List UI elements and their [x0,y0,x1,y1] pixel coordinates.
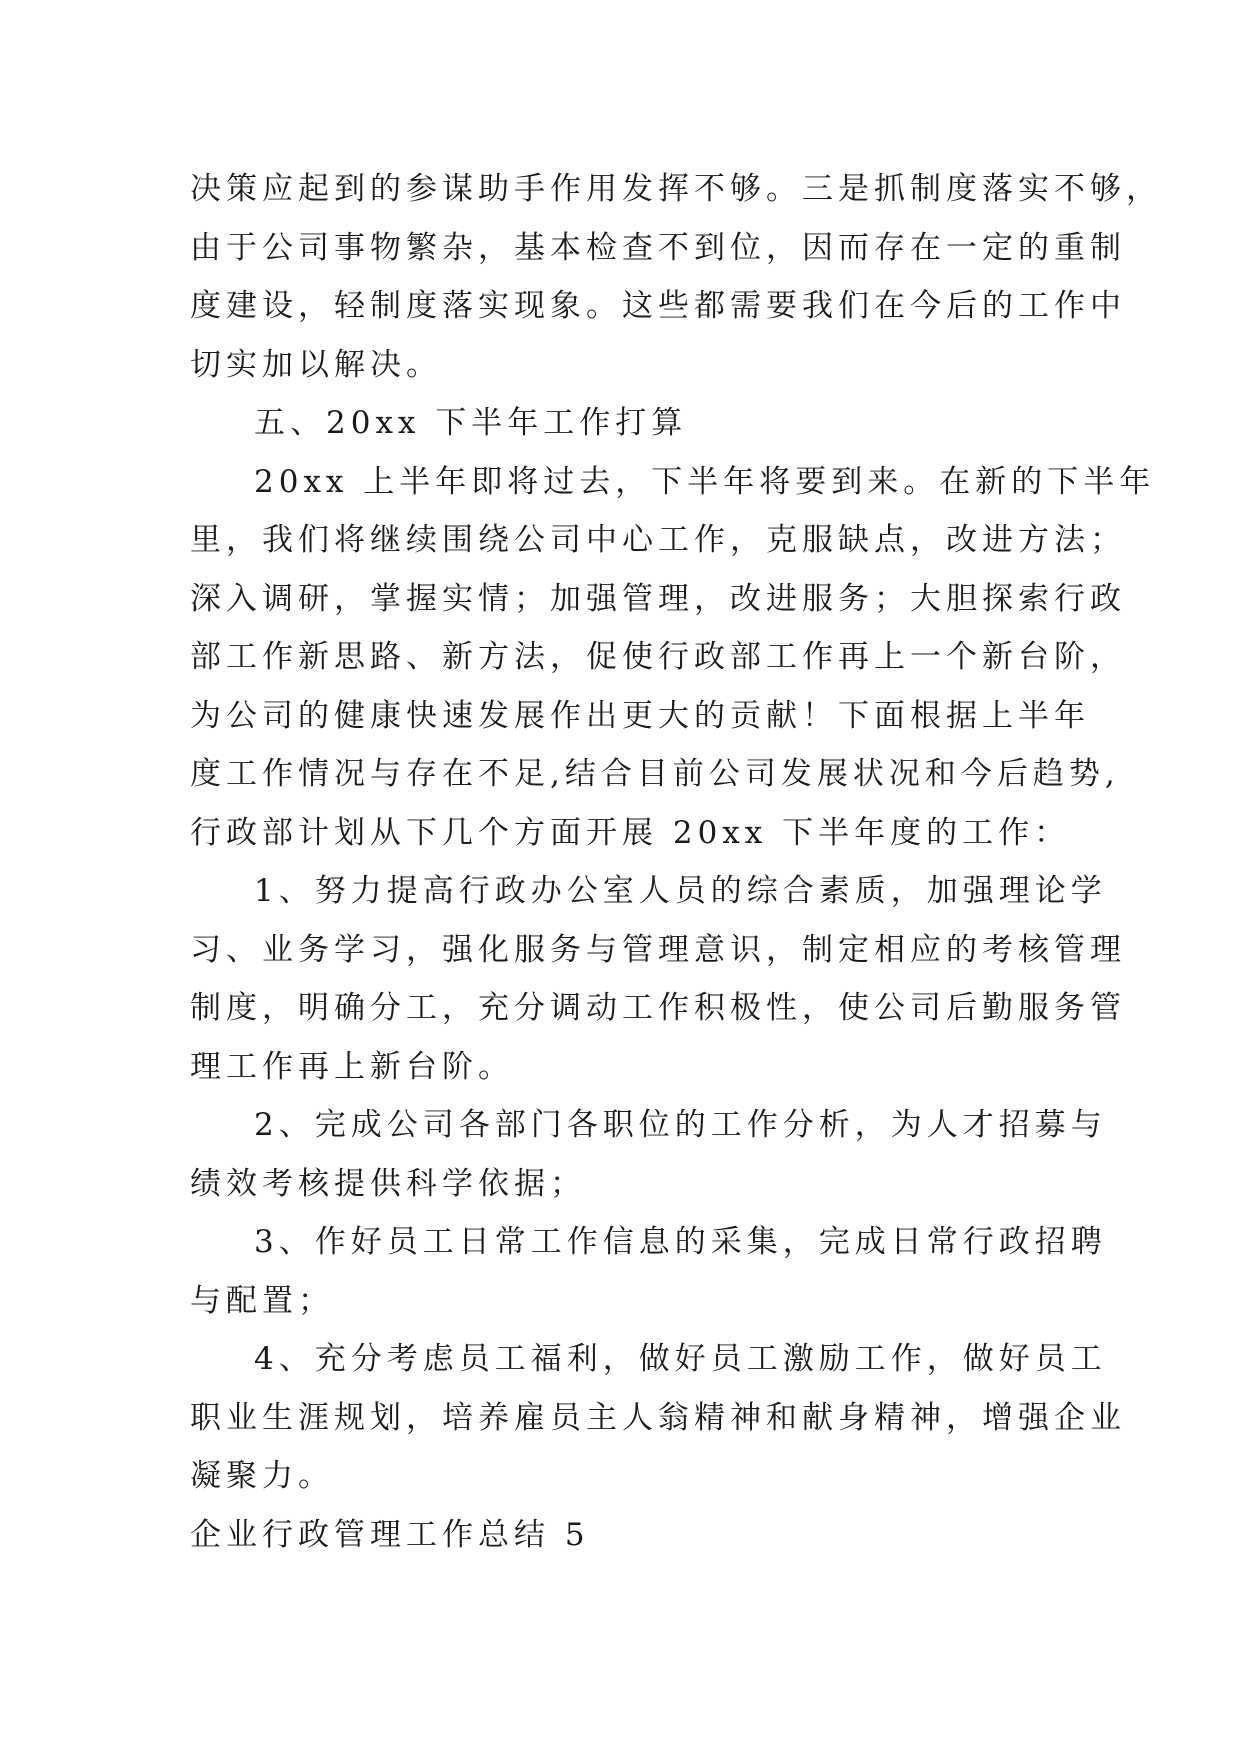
text-line: 切实加以解决。 [190,346,442,383]
text-line: 里，我们将继续围绕公司中心工作，克服缺点，改进方法； [190,522,1126,558]
list-item-3: 3、作好员工日常工作信息的采集，完成日常行政招聘 [254,1224,1107,1260]
text-line: 为公司的健康快速发展作出更大的贡献！下面根据上半年 [190,697,1090,734]
text-line: 深入调研，掌握实情；加强管理，改进服务；大胆探索行政 [190,580,1126,617]
document-body [190,160,1162,1564]
text-line: 习、业务学习，强化服务与管理意识，制定相应的考核管理 [190,931,1126,968]
text-line: 制度，明确分工，充分调动工作积极性，使公司后勤服务管 [190,990,1126,1026]
text-line: 与配置； [190,1282,334,1319]
list-item-4: 4、充分考虑员工福利，做好员工激励工作，做好员工 [254,1341,1107,1377]
text-line: 决策应起到的参谋助手作用发挥不够。三是抓制度落实不够， [190,171,1162,207]
text-line: 职业生涯规划，培养雇员主人翁精神和献身精神，增强企业 [190,1399,1126,1436]
text-line: 绩效考核提供科学依据； [190,1165,586,1202]
text-line: 由于公司事物繁杂，基本检查不到位，因而存在一定的重制 [190,229,1126,266]
text-line: 20xx 上半年即将过去，下半年将要到来。在新的下半年 [254,463,1156,500]
section-heading: 五、20xx 下半年工作打算 [254,405,688,441]
text-line: 度建设，轻制度落实现象。这些都需要我们在今后的工作中 [190,288,1126,324]
text-line: 度工作情况与存在不足,结合目前公司发展状况和今后趋势, [190,756,1120,792]
document-title: 企业行政管理工作总结 5 [190,1516,590,1553]
list-item-2: 2、完成公司各部门各职位的工作分析，为人才招募与 [254,1107,1107,1143]
text-line: 行政部计划从下几个方面开展 20xx 下半年度的工作： [190,814,1071,851]
text-line: 凝聚力。 [190,1458,334,1494]
list-item-1: 1、努力提高行政办公室人员的综合素质，加强理论学 [254,873,1107,909]
text-line: 部工作新思路、新方法，促使行政部工作再上一个新台阶， [190,639,1126,675]
text-line: 理工作再上新台阶。 [190,1048,514,1085]
